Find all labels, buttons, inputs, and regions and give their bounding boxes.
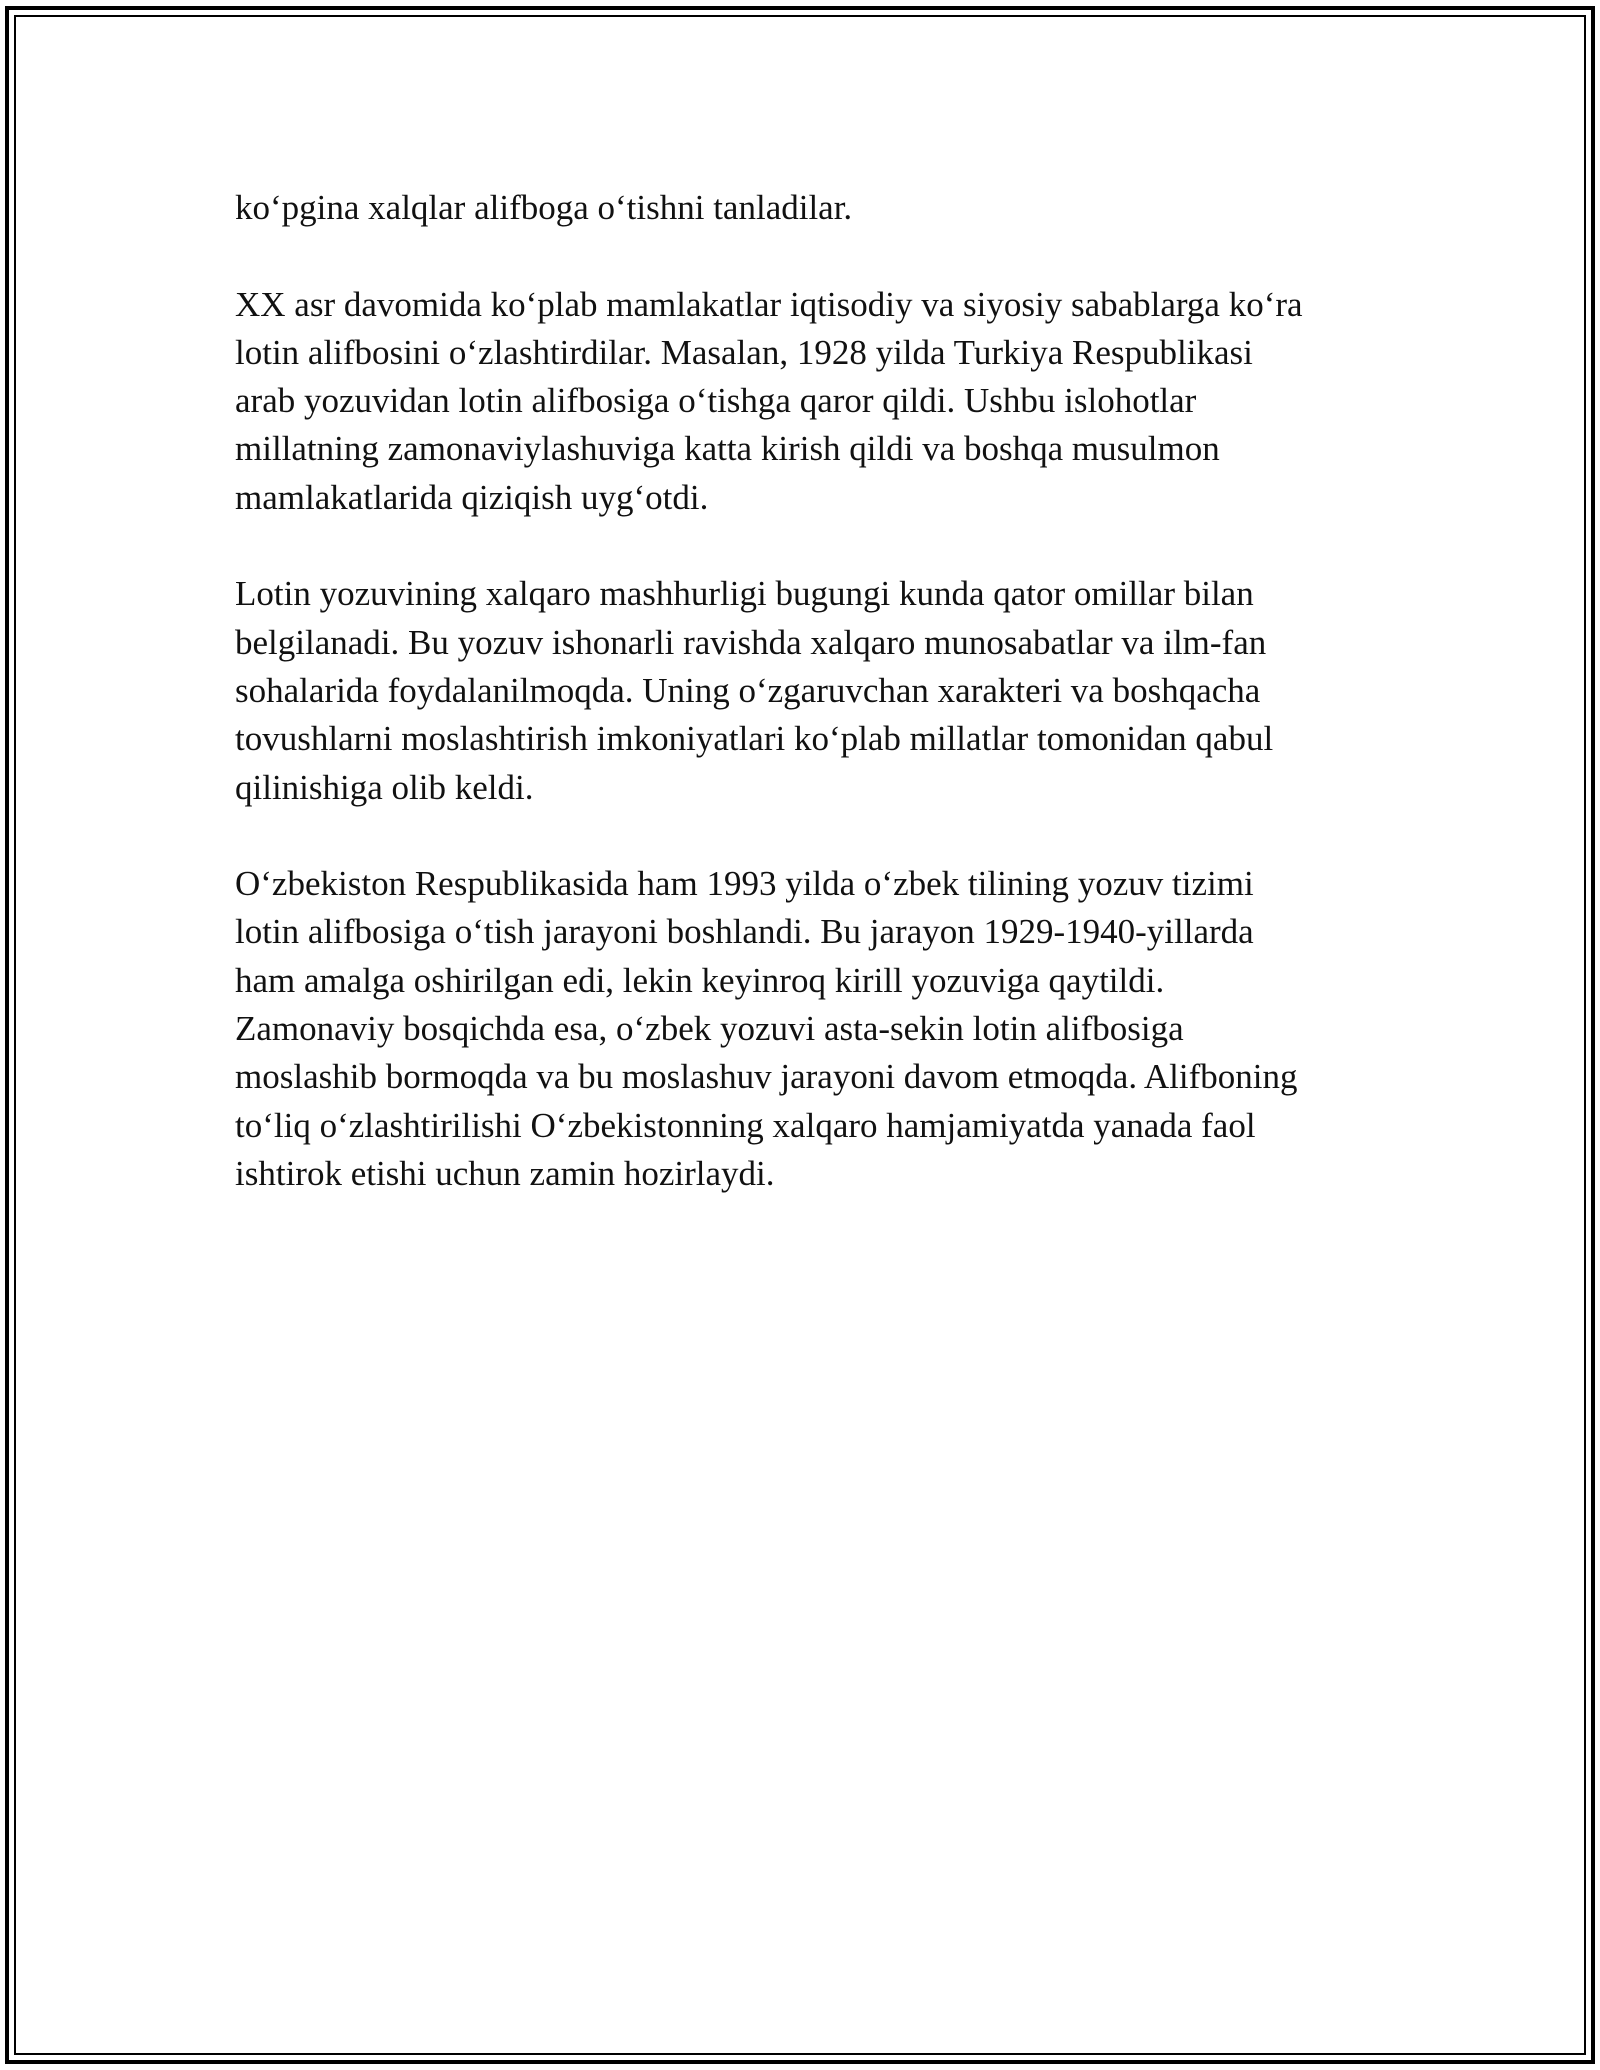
text-line: ishtirok etishi uchun zamin hozirlaydi. <box>235 1153 775 1193</box>
text-line: XX asr davomida ko‘plab mamlakatlar iqtisodiy va siyosiy sabablarga ko‘ra <box>235 284 1303 324</box>
text-line: Lotin yozuvining xalqaro mashhurligi bugungi kunda qator omillar bilan <box>235 574 1254 614</box>
text-line: lotin alifbosini o‘zlashtirdilar. Masalan, 1928 yilda Turkiya Respublikasi <box>235 332 1253 372</box>
text-line: qilinishiga olib keldi. <box>235 767 534 807</box>
text-line: ko‘pgina xalqlar alifboga o‘tishni tanladilar. <box>235 188 853 227</box>
text-line: mamlakatlarida qiziqish uyg‘otdi. <box>235 477 709 517</box>
text-line: ham amalga oshirilgan edi, lekin keyinroq kirill yozuviga qaytildi. <box>235 960 1165 1000</box>
text-line: tovushlarni moslashtirish imkoniyatlari ko‘plab millatlar tomonidan qabul <box>235 719 1274 759</box>
text-line: to‘liq o‘zlashtirilishi O‘zbekistonning xalqaro hamjamiyatda yanada faol <box>235 1105 1256 1145</box>
text-line: lotin alifbosiga o‘tish jarayoni boshlandi. Bu jarayon 1929-1940-yillarda <box>235 912 1254 952</box>
text-line: millatning zamonaviylashuviga katta kirish qildi va boshqa musulmon <box>235 429 1220 469</box>
paragraph-1 <box>235 184 1365 232</box>
text-line: arab yozuvidan lotin alifbosiga o‘tishga qaror qildi. Ushbu islohotlar <box>235 381 1197 421</box>
text-line: moslashib bormoqda va bu moslashuv jarayoni davom etmoqda. Alifboning <box>235 1057 1298 1097</box>
paragraph-3 <box>235 570 1365 811</box>
text-line: Zamonaviy bosqichda esa, o‘zbek yozuvi asta-sekin lotin alifbosiga <box>235 1009 1184 1049</box>
text-line: O‘zbekiston Respublikasida ham 1993 yilda o‘zbek tilining yozuv tizimi <box>235 864 1254 904</box>
text-line: belgilanadi. Bu yozuv ishonarli ravishda xalqaro munosabatlar va ilm-fan <box>235 622 1267 662</box>
document-body <box>235 184 1365 1247</box>
paragraph-2 <box>235 281 1365 522</box>
paragraph-4 <box>235 860 1365 1198</box>
text-line: sohalarida foydalanilmoqda. Uning o‘zgaruvchan xarakteri va boshqacha <box>235 670 1261 710</box>
